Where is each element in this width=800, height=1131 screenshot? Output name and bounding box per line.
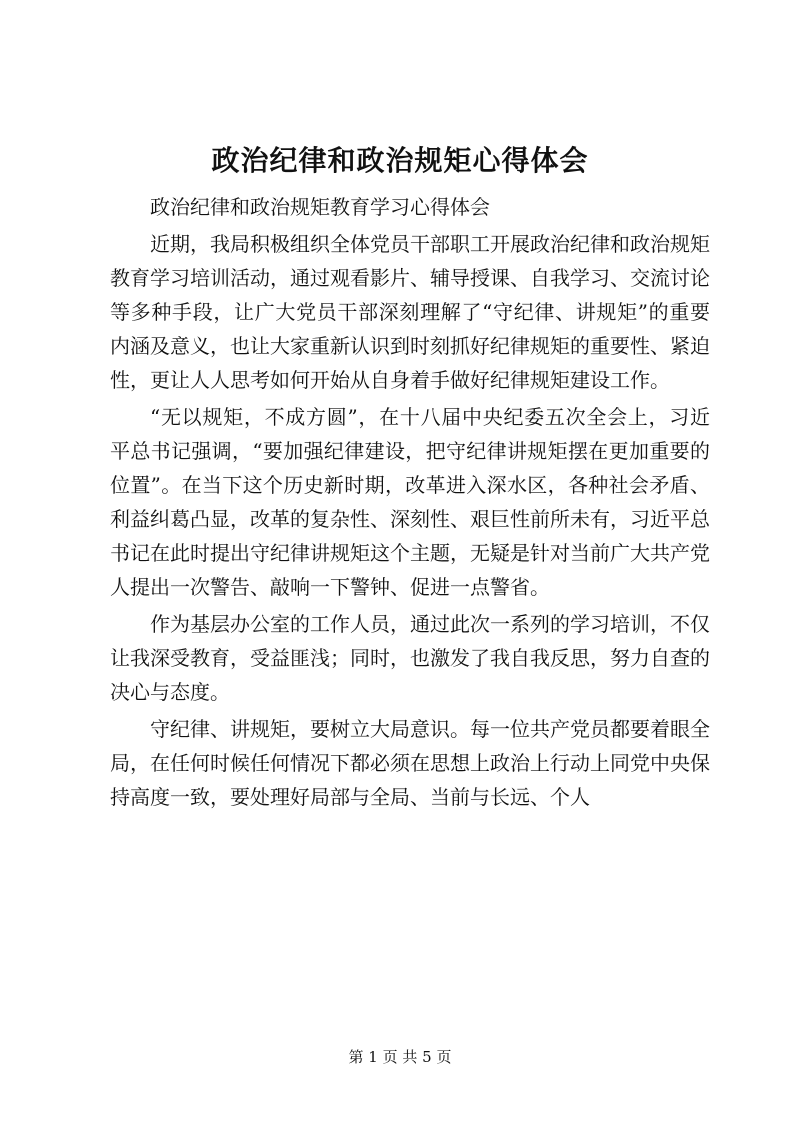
document-title: 政治纪律和政治规矩心得体会 (211, 144, 589, 177)
document-body (110, 190, 710, 817)
paragraph: 近期，我局积极组织全体党员干部职工开展政治纪律和政治规矩教育学习培训活动，通过观看影片、辅导授课、自我学习、交流讨论等多种手段，让广大党员干部深刻理解了“守纪律、讲规矩”的重要内涵及意义，也让大家重新认识到时刻抓好纪律规矩的重要性、紧迫性，更让人人思考如何开始从自身着手做好纪律规矩建设工作。 (110, 232, 710, 392)
paragraph: “无以规矩，不成方圆”，在十八届中央纪委五次全会上，习近平总书记强调，“要加强纪律建设，把守纪律讲规矩摆在更加重要的位置”。在当下这个历史新时期，改革进入深水区，各种社会矛盾、利益纠葛凸显，改革的复杂性、深刻性、艰巨性前所未有，习近平总书记在此时提出守纪律讲规矩这个主题，无疑是针对当前广大共产党人提出一次警告、敲响一下警钟、促进一点警省。 (110, 405, 710, 599)
document-subtitle: 政治纪律和政治规矩教育学习心得体会 (150, 195, 490, 219)
paragraph: 守纪律、讲规矩，要树立大局意识。每一位共产党员都要着眼全局，在任何时候任何情况下都必须在思想上政治上行动上同党中央保持高度一致，要处理好局部与全局、当前与长远、个人 (110, 717, 710, 809)
paragraph: 作为基层办公室的工作人员，通过此次一系列的学习培训，不仅让我深受教育，受益匪浅；同时，也激发了我自我反思，努力自查的决心与态度。 (110, 612, 710, 704)
page-number-footer: 第 1 页 共 5 页 (348, 1048, 452, 1066)
